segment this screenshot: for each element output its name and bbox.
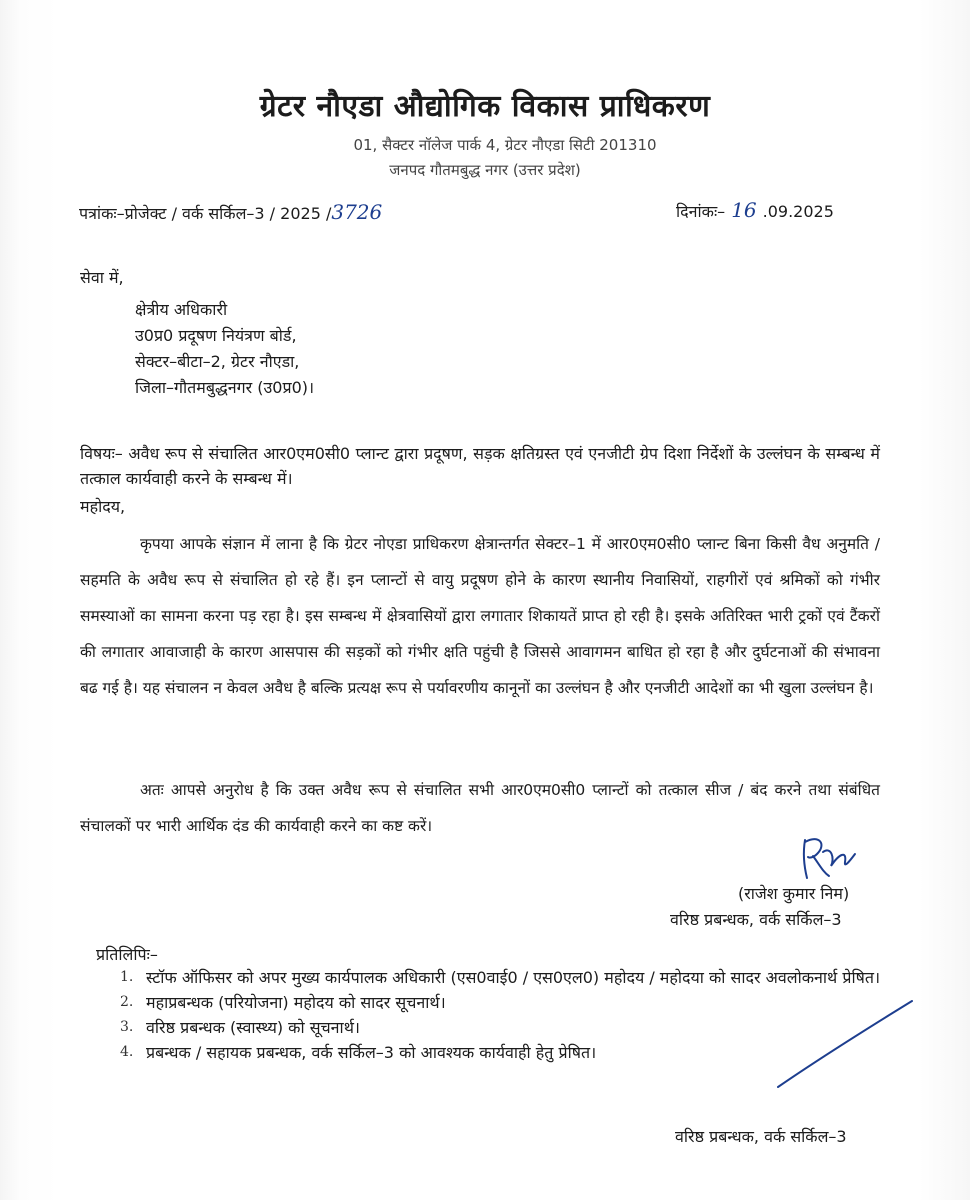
- addressee-line: उ0प्र0 प्रदूषण नियंत्रण बोर्ड,: [135, 326, 297, 345]
- address-line-1: 01, सैक्टर नॉलेज पार्क 4, ग्रेटर नौएडा सिटी 201310: [353, 136, 657, 154]
- body-paragraph-1: कृपया आपके संज्ञान में लाना है कि ग्रेटर नोएडा प्राधिकरण क्षेत्रान्तर्गत सेक्टर–1 में आर0एम0सी0 प्लान्ट बिना किसी वैध अनुमति / सहमति के अवैध रूप से संचालित हो रहे हैं। इन प्लान्टों से वायु प्रदूषण होने के कारण स्थानीय निवासियों, राहगीरों एवं श्रमिकों को गंभीर समस्याओं का सामना करना पड़ रहा है। इस सम्बन्ध में क्षेत्रवासियों द्वारा लगातार शिकायतें प्राप्त हो रही है। इसके अतिरिक्त भारी ट्रकों एवं टैंकरों की लगातार आवाजाही के कारण आसपास की सड़कों को गंभीर क्षति पहुंची है जिससे आवागमन बाधित हो रहा है और दुर्घटनाओं की संभावना बढ गई है। यह संचालन न केवल अवैध है बल्कि प्रत्यक्ष रूप से पर्यावरणीय कानूनों का उल्लंघन है और एनजीटी आदेशों का भी खुला उल्लंघन है।: [80, 535, 880, 697]
- addressee-line: क्षेत्रीय अधिकारी: [135, 300, 228, 319]
- subject-line: विषयः– अवैध रूप से संचालित आर0एम0सी0 प्लान्ट द्वारा प्रदूषण, सड़क क्षतिग्रस्त एवं एनजीटी ग्रेप दिशा निर्देशों के उल्लंघन के सम्बन्ध में तत्काल कार्यवाही करने के सम्बन्ध में।: [80, 444, 880, 488]
- list-item: [96, 965, 896, 990]
- reference-number: [79, 200, 382, 224]
- list-item-text: स्टॉफ ऑफिसर को अपर मुख्य कार्यपालक अधिकारी (एस0वाई0 / एस0एल0) महोदय / महोदया को सादर अवलोकनार्थ प्रेषित।: [146, 968, 881, 987]
- reference-prefix: पत्रांकः–प्रोजेक्ट / वर्क सर्किल–3 / 2025 /: [79, 204, 332, 223]
- list-item-text: महाप्रबन्धक (परियोजना) महोदय को सादर सूचनार्थ।: [146, 993, 446, 1012]
- pen-stroke-line: [770, 995, 920, 1095]
- addressee-block: [135, 297, 314, 401]
- list-item-number: 4.: [120, 1044, 134, 1060]
- signatory-name: (राजेश कुमार निम): [738, 884, 850, 903]
- letter-date: [676, 198, 834, 222]
- list-item-text: वरिष्ठ प्रबन्धक (स्वास्थ्य) को सूचनार्थ।: [146, 1018, 360, 1037]
- body-paragraph-2: अतः आपसे अनुरोध है कि उक्त अवैध रूप से संचालित सभी आर0एम0सी0 प्लान्टों को तत्काल सीज / बंद करने तथा संबंधित संचालकों पर भारी आर्थिक दंड की कार्यवाही करने का कष्ट करें।: [80, 781, 880, 835]
- handwritten-letter-number: 3726: [331, 200, 383, 224]
- addressee-line: जिला–गौतमबुद्धनगर (उ0प्र0)।: [135, 378, 315, 397]
- salutation-to: सेवा में,: [80, 268, 124, 287]
- date-label: दिनांकः–: [676, 202, 726, 221]
- list-item-text: प्रबन्धक / सहायक प्रबन्धक, वर्क सर्किल–3 को आवश्यक कार्यवाही हेतु प्रेषित।: [146, 1043, 597, 1062]
- authority-title: ग्रेटर नौएडा औद्योगिक विकास प्राधिकरण: [259, 89, 711, 124]
- list-item-number: 3.: [120, 1019, 134, 1035]
- copies-heading: प्रतिलिपिः–: [96, 945, 158, 964]
- list-item-number: 2.: [120, 994, 134, 1010]
- greeting: महोदय,: [80, 497, 126, 516]
- addressee-line: सेक्टर–बीटा–2, ग्रेटर नौएडा,: [135, 352, 300, 371]
- signature-mark: [795, 832, 865, 884]
- footer-designation: वरिष्ठ प्रबन्धक, वर्क सर्किल–3: [675, 1127, 847, 1146]
- address-line-2: जनपद गौतमबुद्ध नगर (उत्तर प्रदेश): [389, 161, 581, 179]
- date-suffix: .09.2025: [762, 202, 834, 221]
- handwritten-date-day: 16: [731, 198, 757, 222]
- signatory-designation: वरिष्ठ प्रबन्धक, वर्क सर्किल–3: [670, 910, 842, 929]
- list-item-number: 1.: [120, 969, 134, 985]
